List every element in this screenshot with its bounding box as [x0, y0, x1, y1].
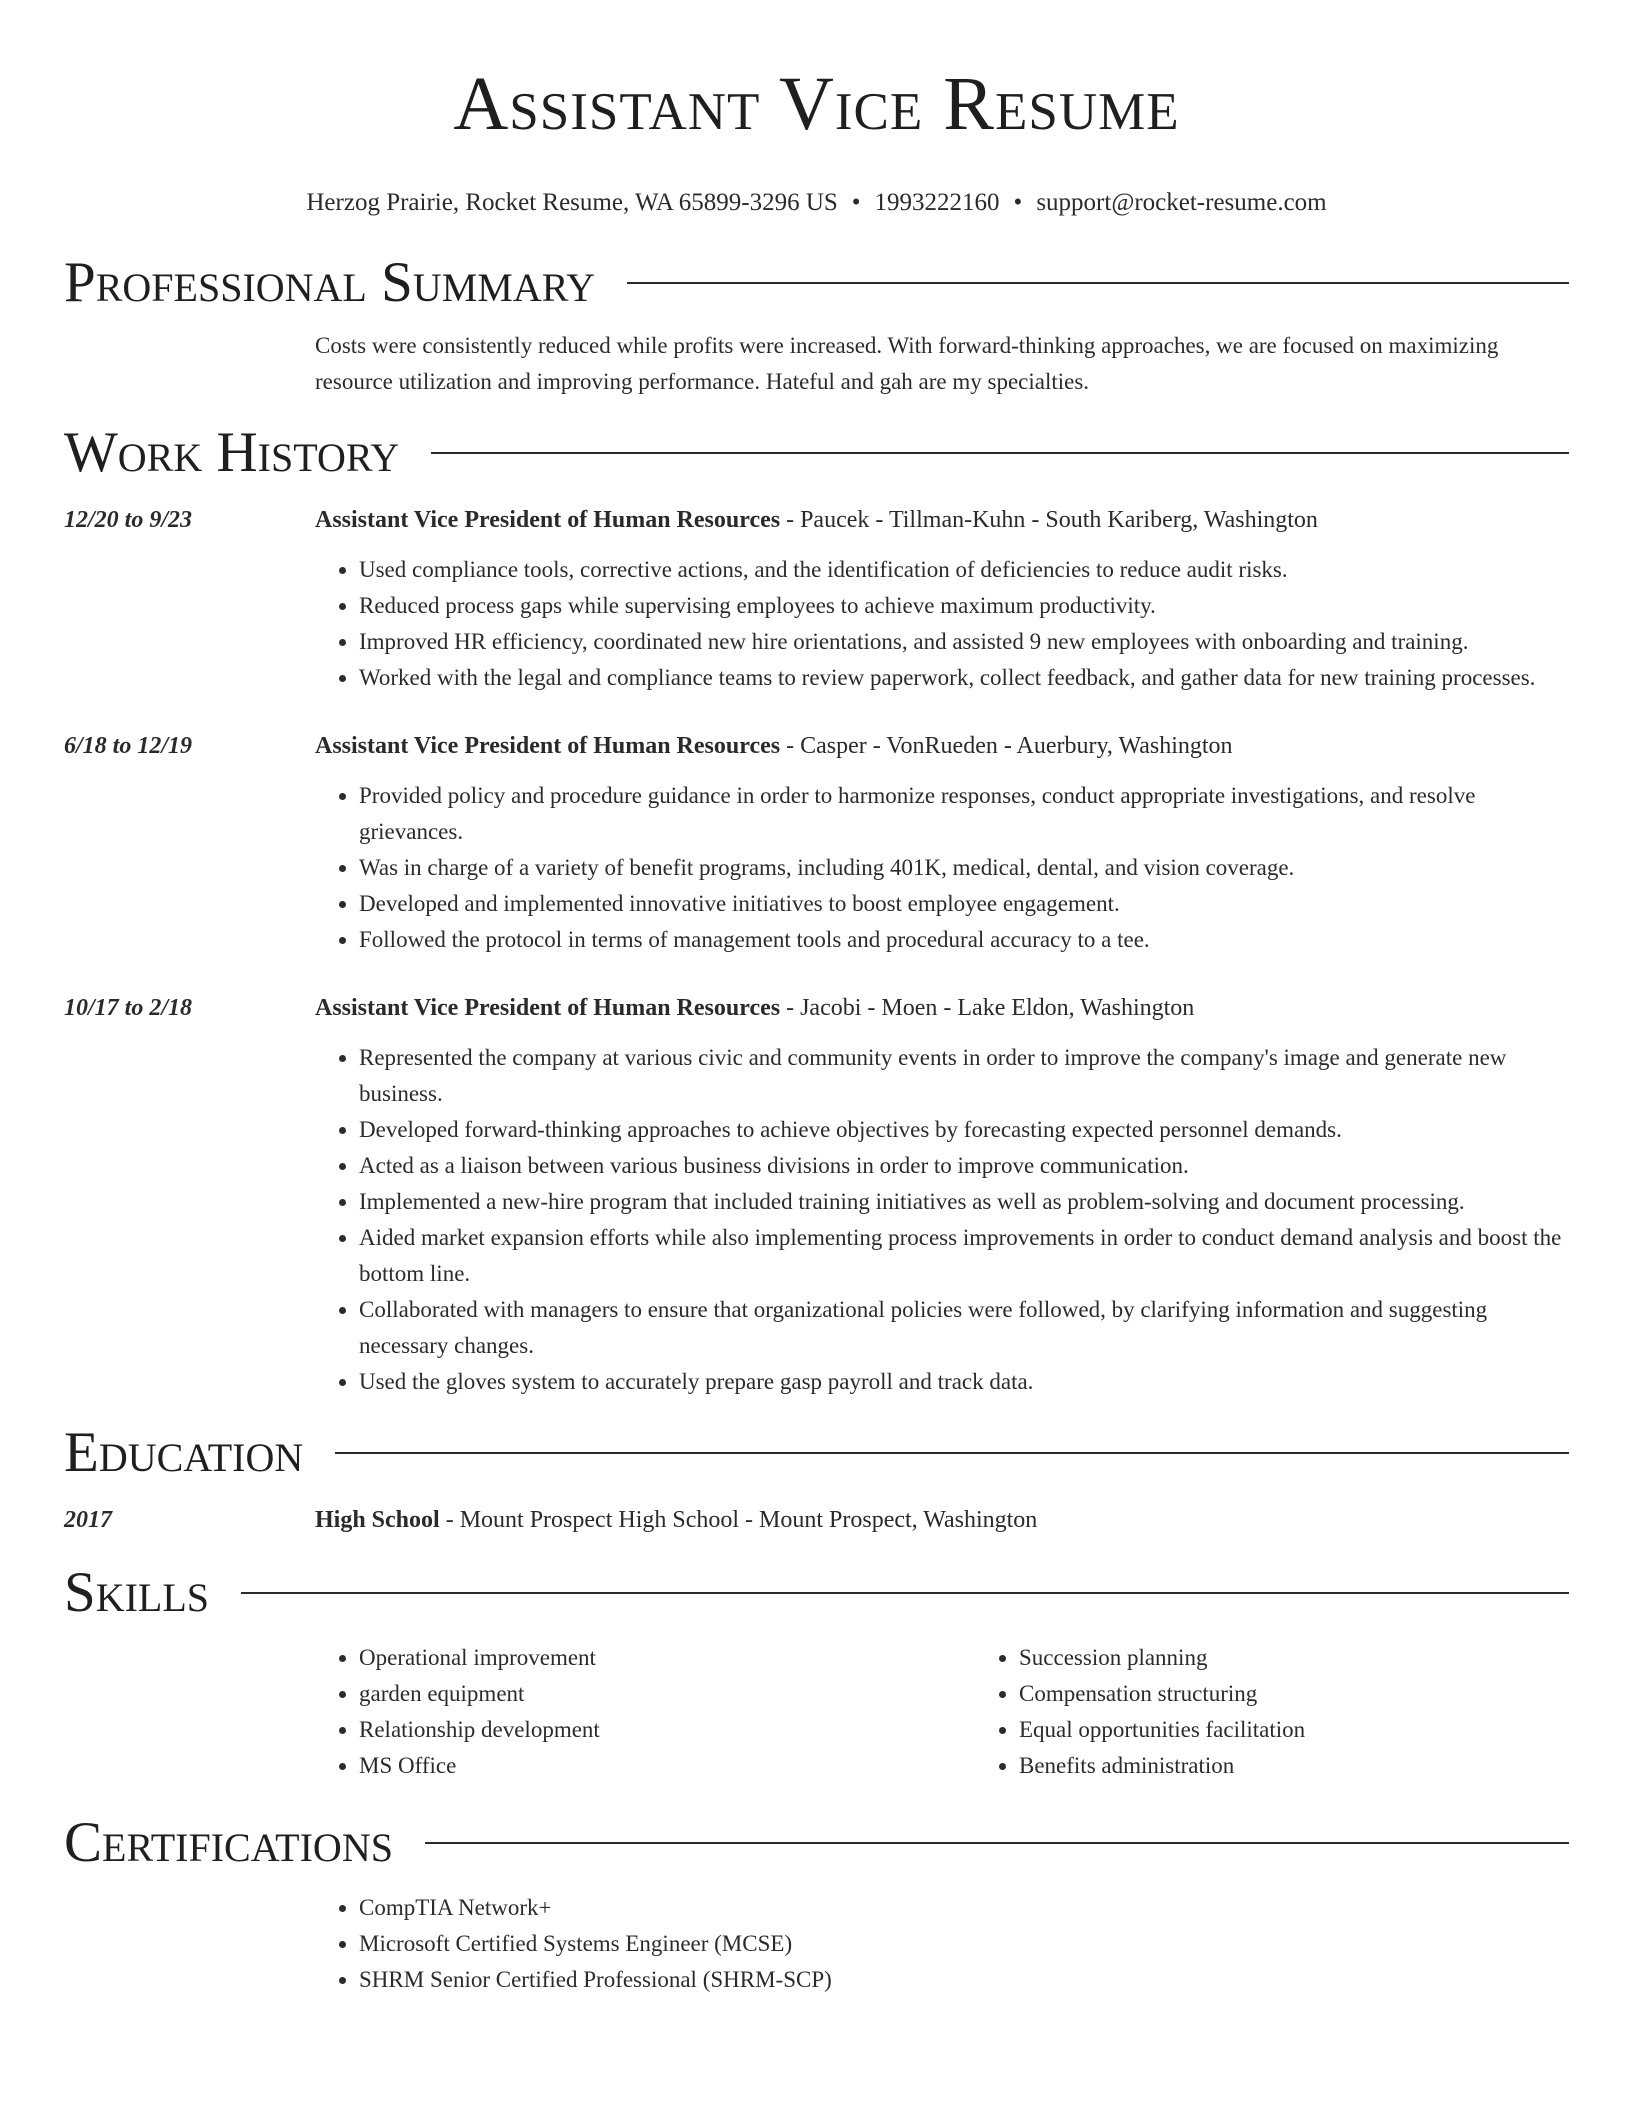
- list-item: • Used the gloves system to accurately prepare gasp payroll and track data.: [359, 1364, 1569, 1400]
- education-year: 2017: [64, 1507, 112, 1533]
- skill-item: • Operational improvement: [359, 1640, 975, 1676]
- list-item: • Improved HR efficiency, coordinated new hire orientations, and assisted 9 new employees with onboarding and training.: [359, 624, 1569, 660]
- job-body: [315, 988, 1569, 1400]
- skills-grid: [315, 1640, 1569, 1784]
- job-title: Assistant Vice President of Human Resources: [315, 733, 781, 759]
- list-item: • Acted as a liaison between various business divisions in order to improve communication.: [359, 1148, 1569, 1184]
- education-degree: High School: [315, 1507, 440, 1533]
- skills-column-right: [975, 1640, 1632, 1784]
- job-title-line: [315, 726, 1569, 766]
- job-title: Assistant Vice President of Human Resources: [315, 507, 781, 533]
- certifications-list: [315, 1890, 1569, 1998]
- certification-item: • SHRM Senior Certified Professional (SHRM-SCP): [359, 1962, 1569, 1998]
- section-heading: Professional Summary: [64, 251, 596, 314]
- job-title: Assistant Vice President of Human Resources: [315, 995, 781, 1021]
- job-employer: - Paucek - Tillman-Kuhn - South Kariberg, Washington: [780, 507, 1318, 533]
- job-bullets: [315, 778, 1569, 958]
- section-divider: [431, 452, 1569, 454]
- email: support@rocket-resume.com: [1036, 189, 1327, 216]
- job-employer: - Jacobi - Moen - Lake Eldon, Washington: [780, 995, 1195, 1021]
- certification-item: • Microsoft Certified Systems Engineer (MCSE): [359, 1926, 1569, 1962]
- separator: •: [1013, 189, 1023, 216]
- skill-item: • MS Office: [359, 1748, 975, 1784]
- job-bullets: [315, 1040, 1569, 1400]
- job-entry: [64, 988, 1569, 1400]
- list-item: • Worked with the legal and compliance teams to review paperwork, collect feedback, and gather data for new training processes.: [359, 660, 1569, 696]
- certification-item: • CompTIA Network+: [359, 1890, 1569, 1926]
- certifications-list-wrap: [315, 1890, 1569, 1998]
- section-divider: [335, 1452, 1569, 1454]
- skill-item: • Compensation structuring: [1019, 1676, 1632, 1712]
- list-item: • Developed forward-thinking approaches to achieve objectives by forecasting expected personnel demands.: [359, 1112, 1569, 1148]
- education-entry: [64, 1500, 1569, 1540]
- list-item: • Aided market expansion efforts while also implementing process improvements in order to conduct demand analysis and boost the bottom line.: [359, 1220, 1569, 1292]
- skill-item: • garden equipment: [359, 1676, 975, 1712]
- education-school: - Mount Prospect High School - Mount Prospect, Washington: [439, 1507, 1038, 1533]
- education-section-header: [64, 1420, 1569, 1486]
- skill-item: • Equal opportunities facilitation: [1019, 1712, 1632, 1748]
- resume-page: [64, 0, 1569, 1998]
- skill-item: • Benefits administration: [1019, 1748, 1632, 1784]
- job-dates: 10/17 to 2/18: [64, 995, 193, 1021]
- list-item: • Represented the company at various civic and community events in order to improve the company's image and generate new business.: [359, 1040, 1569, 1112]
- skills-column-left: [315, 1640, 975, 1784]
- list-item: • Used compliance tools, corrective actions, and the identification of deficiencies to reduce audit risks.: [359, 552, 1569, 588]
- section-heading: Work History: [64, 421, 400, 484]
- list-item: • Provided policy and procedure guidance in order to harmonize responses, conduct appropriate investigations, and resolve grievances.: [359, 778, 1569, 850]
- job-title-line: [315, 988, 1569, 1028]
- job-body: [315, 726, 1569, 958]
- section-heading: Certifications: [64, 1811, 393, 1874]
- job-entry: [64, 500, 1569, 696]
- list-item: • Was in charge of a variety of benefit programs, including 401K, medical, dental, and vision coverage.: [359, 850, 1569, 886]
- skill-item: • Succession planning: [1019, 1640, 1632, 1676]
- skill-item: • Relationship development: [359, 1712, 975, 1748]
- certifications-section-header: [64, 1810, 1569, 1876]
- list-item: • Reduced process gaps while supervising employees to achieve maximum productivity.: [359, 588, 1569, 624]
- address: Herzog Prairie, Rocket Resume, WA 65899-3296 US: [306, 189, 838, 216]
- section-heading: Education: [64, 1421, 304, 1484]
- skills-section-header: [64, 1560, 1569, 1626]
- list-item: • Implemented a new-hire program that included training initiatives as well as problem-solving and document processing.: [359, 1184, 1569, 1220]
- resume-title: Assistant Vice Resume: [453, 62, 1180, 146]
- list-item: • Collaborated with managers to ensure that organizational policies were followed, by clarifying information and suggesting necessary changes.: [359, 1292, 1569, 1364]
- job-entry: [64, 726, 1569, 958]
- job-employer: - Casper - VonRueden - Auerbury, Washington: [780, 733, 1233, 759]
- summary-section-header: [64, 250, 1569, 316]
- list-item: • Developed and implemented innovative initiatives to boost employee engagement.: [359, 886, 1569, 922]
- job-dates: 12/20 to 9/23: [64, 507, 193, 533]
- job-body: [315, 500, 1569, 696]
- job-dates: 6/18 to 12/19: [64, 733, 193, 759]
- section-divider: [425, 1842, 1569, 1844]
- section-divider: [241, 1592, 1569, 1594]
- section-divider: [627, 282, 1569, 284]
- list-item: • Followed the protocol in terms of management tools and procedural accuracy to a tee.: [359, 922, 1569, 958]
- phone: 1993222160: [874, 189, 1000, 216]
- summary-text: Costs were consistently reduced while profits were increased. With forward-thinking approaches, we are focused on maximizing resource utilization and improving performance. Hateful and gah are my specialties.: [315, 333, 1499, 394]
- job-bullets: [315, 552, 1569, 696]
- contact-line: [64, 186, 1569, 220]
- work-section-header: [64, 420, 1569, 486]
- education-line: [315, 1500, 1569, 1540]
- job-title-line: [315, 500, 1569, 540]
- education-body: [315, 1500, 1569, 1540]
- section-heading: Skills: [64, 1561, 210, 1624]
- separator: •: [851, 189, 861, 216]
